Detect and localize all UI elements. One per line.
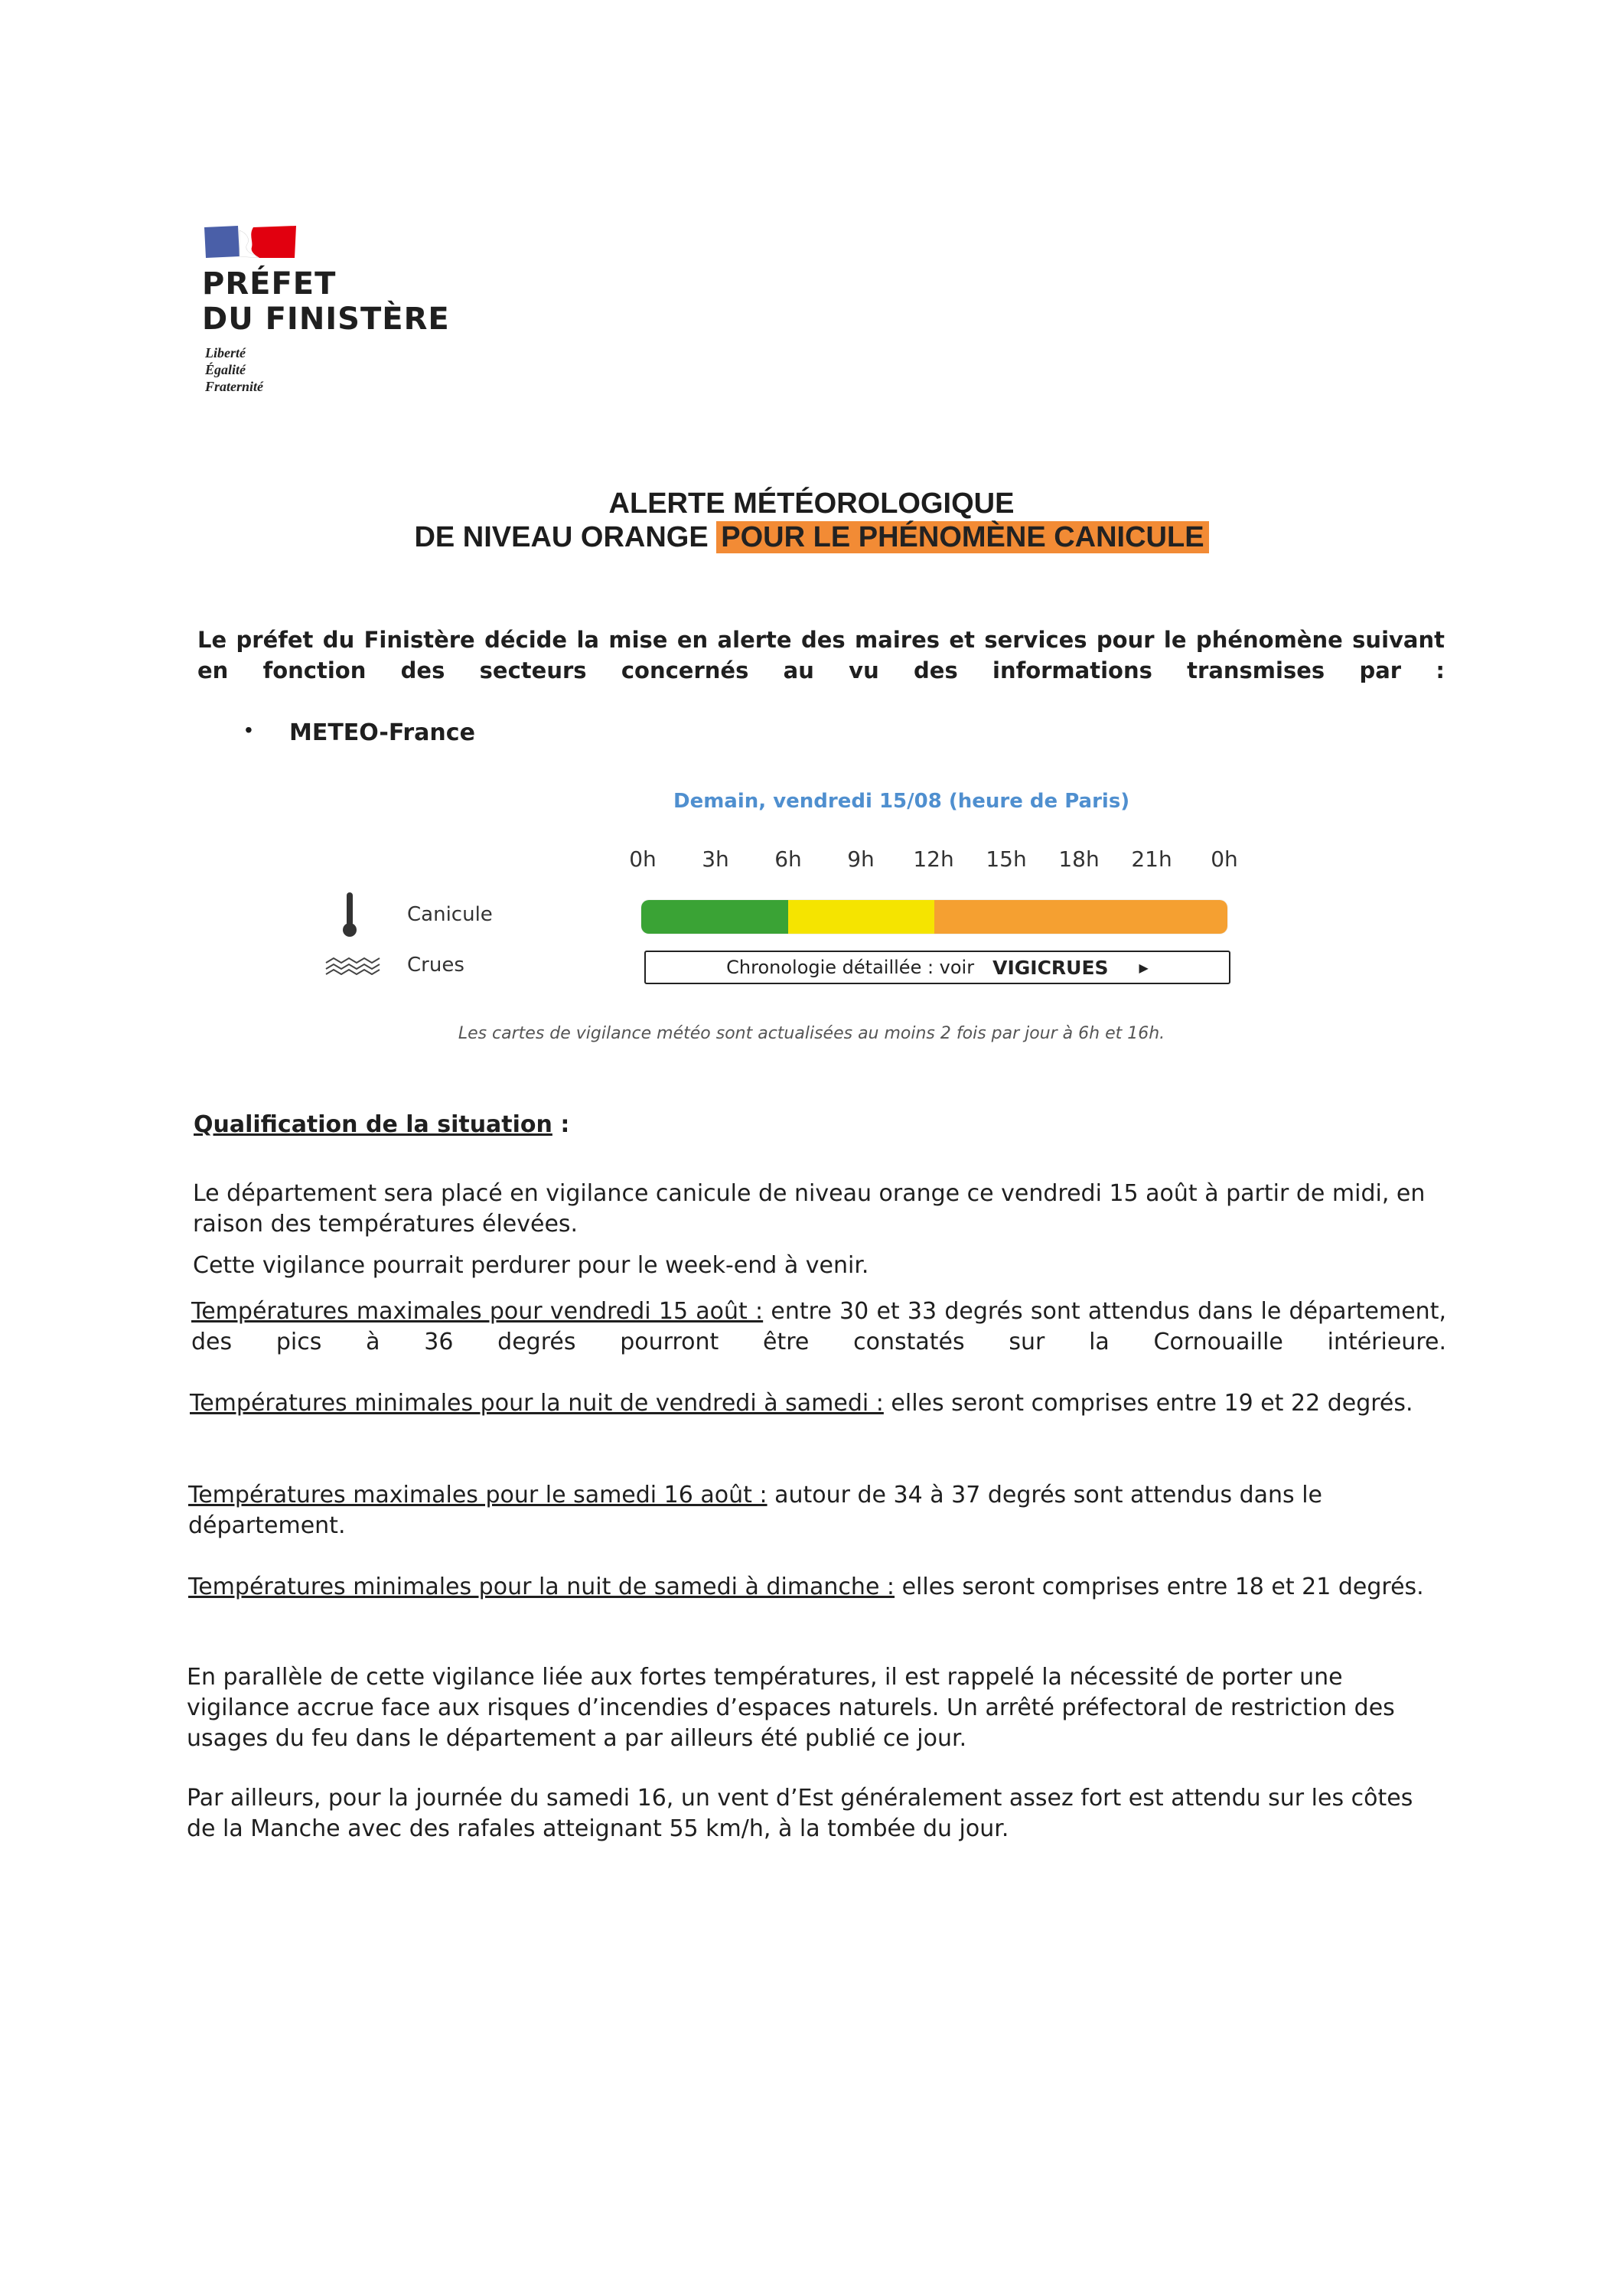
temp-min-friday-night-text: elles seront comprises entre 19 et 22 degrés.	[883, 1390, 1413, 1417]
prefecture-name-line1: PRÉFET	[202, 266, 337, 302]
hour-scale	[612, 846, 1247, 874]
temp-min-saturday-night-label: Températures minimales pour la nuit de samedi à dimanche :	[188, 1574, 895, 1600]
prefecture-name-line2: DU FINISTÈRE	[202, 302, 450, 337]
hour-label: 3h	[702, 846, 729, 872]
canicule-label: Canicule	[407, 903, 493, 926]
crues-chronology-text: Chronologie détaillée : voir	[726, 957, 975, 978]
prefecture-name	[202, 266, 450, 337]
alert-level-text: DE NIVEAU ORANGE	[414, 521, 709, 553]
hour-label: 0h	[629, 846, 657, 872]
vigilance-update-note: Les cartes de vigilance météo sont actualisées au moins 2 fois par jour à 6h et 16h.	[458, 1024, 1165, 1043]
hour-label: 15h	[986, 846, 1027, 872]
bullet-dot: •	[245, 718, 253, 742]
hour-label: 6h	[774, 846, 802, 872]
play-arrow-icon: ▶	[1139, 960, 1149, 975]
motto-egalite: Égalité	[205, 362, 246, 377]
vigilance-date: Demain, vendredi 15/08 (heure de Paris)	[673, 790, 1130, 813]
hour-label: 12h	[913, 846, 954, 872]
hour-label: 21h	[1131, 846, 1172, 872]
source-meteo-france: METEO-France	[289, 719, 475, 746]
temp-max-saturday-label: Températures maximales pour le samedi 16 août :	[188, 1482, 768, 1508]
marianne-logo	[204, 226, 296, 258]
canicule-segment-yellow	[788, 900, 935, 934]
canicule-timeline-bar	[641, 900, 1227, 934]
alert-title-line2	[0, 520, 1623, 554]
temp-max-saturday-text: autour de 34 à 37 degrés sont attendus dans le département.	[188, 1482, 1323, 1539]
temp-min-friday-night-label: Températures minimales pour la nuit de vendredi à samedi :	[190, 1390, 884, 1417]
canicule-segment-orange	[934, 900, 1227, 934]
paragraph-fire-risk: En parallèle de cette vigilance liée aux fortes températures, il est rappelé la nécessité de porter une vigilance accrue face aux risques d’incendies d’espaces naturels. Un arrêté préfectoral de restriction des usages du feu dans le département a par ailleurs été publié ce jour.	[187, 1664, 1395, 1752]
temp-min-saturday-night	[188, 1572, 1443, 1603]
temp-min-friday-night	[190, 1388, 1445, 1419]
alert-title-line1: ALERTE MÉTÉOROLOGIQUE	[608, 488, 1015, 520]
thermometer-icon	[341, 891, 358, 938]
vigicrues-link[interactable]: VIGICRUES	[992, 956, 1109, 979]
republic-motto	[205, 344, 263, 395]
qualification-colon: :	[552, 1111, 570, 1138]
motto-liberte: Liberté	[205, 345, 246, 360]
intro-paragraph: Le préfet du Finistère décide la mise en alerte des maires et services pour le phénomène suivant en fonction des secteurs concernés au vu des informations transmises par :	[197, 627, 1445, 683]
hour-label: 0h	[1211, 846, 1238, 872]
crues-label: Crues	[407, 954, 464, 977]
temp-max-friday	[191, 1296, 1446, 1358]
canicule-segment-green	[641, 900, 788, 934]
waves-icon	[324, 957, 383, 975]
temp-max-saturday	[188, 1480, 1443, 1541]
paragraph-weekend: Cette vigilance pourrait perdurer pour le week-end à venir.	[193, 1252, 869, 1279]
paragraph-wind: Par ailleurs, pour la journée du samedi 16, un vent d’Est généralement assez fort est attendu sur les côtes de la Manche avec des rafales atteignant 55 km/h, à la tombée du jour.	[187, 1785, 1413, 1842]
temp-min-saturday-night-text: elles seront comprises entre 18 et 21 degrés.	[895, 1574, 1424, 1600]
hour-label: 9h	[847, 846, 875, 872]
motto-fraternite: Fraternité	[205, 379, 264, 394]
vigicrues-link-box[interactable]	[644, 951, 1230, 984]
temp-max-friday-text: entre 30 et 33 degrés sont attendus dans le département, des pics à 36 degrés pourront être constatés sur la Cornouaille intérieure.	[191, 1298, 1446, 1355]
paragraph-vigilance: Le département sera placé en vigilance canicule de niveau orange ce vendredi 15 août à partir de midi, en raison des températures élevées.	[193, 1180, 1426, 1238]
hour-label: 18h	[1058, 846, 1100, 872]
qualification-heading	[194, 1111, 569, 1138]
temp-max-friday-label: Températures maximales pour vendredi 15 août :	[191, 1298, 764, 1325]
phenomenon-highlight: POUR LE PHÉNOMÈNE CANICULE	[716, 521, 1208, 553]
qualification-title: Qualification de la situation	[194, 1111, 552, 1138]
